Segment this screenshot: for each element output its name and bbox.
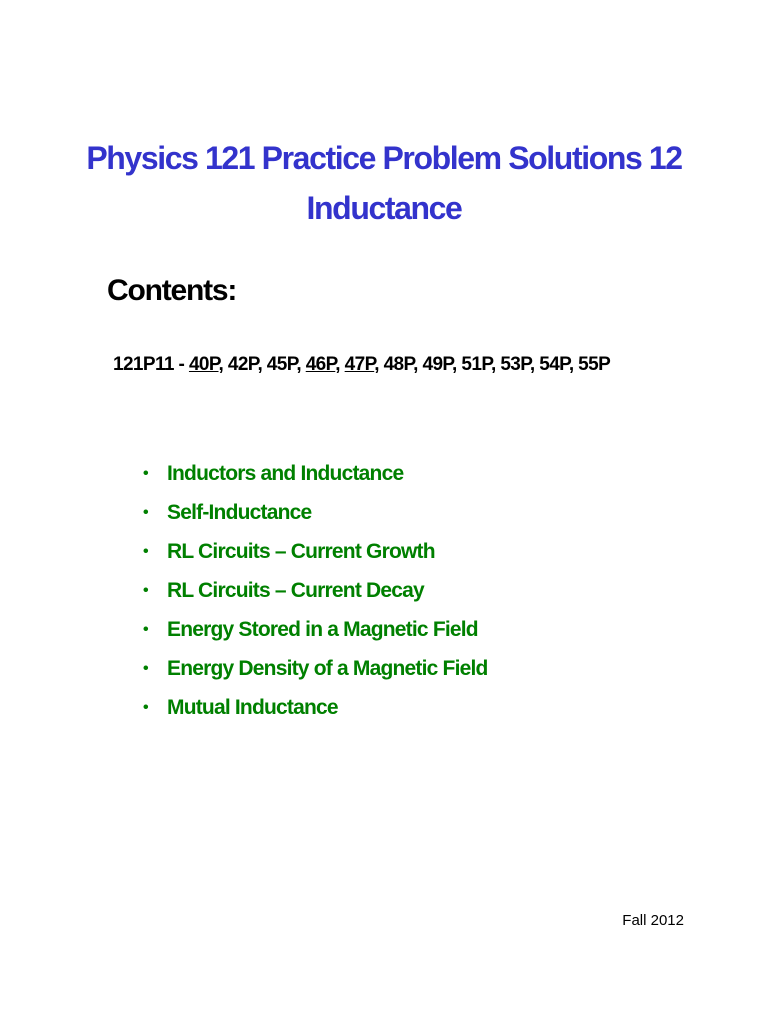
problem-list-prefix: 121P11 - (113, 354, 189, 375)
contents-heading: Contents: (107, 274, 237, 307)
topic-item (140, 536, 488, 575)
topic-item (140, 692, 488, 731)
bullet-icon: • (143, 699, 148, 716)
problem-link-46p[interactable]: 46P (305, 354, 336, 375)
problem-separator: , (413, 354, 423, 375)
bullet-icon: • (143, 465, 148, 482)
topic-label: RL Circuits – Current Decay (167, 579, 424, 602)
problem-separator: , (529, 354, 540, 375)
problem-separator: , (490, 354, 501, 375)
topic-item (140, 497, 488, 536)
document-title: Physics 121 Practice Problem Solutions 12 (86, 140, 682, 176)
problem-item-53p: 53P (500, 354, 530, 375)
topic-label: RL Circuits – Current Growth (167, 540, 435, 563)
topic-label: Self-Inductance (167, 501, 312, 524)
topic-item (140, 458, 488, 497)
problem-separator: , (568, 354, 579, 375)
problem-list (113, 352, 610, 378)
topic-label: Mutual Inductance (167, 696, 338, 719)
problem-separator: , (335, 354, 345, 375)
problem-separator: , (257, 354, 267, 375)
bullet-icon: • (143, 504, 148, 521)
problem-items (189, 354, 610, 375)
bullet-icon: • (143, 621, 148, 638)
problem-link-47p[interactable]: 47P (344, 354, 375, 375)
topic-item (140, 614, 488, 653)
document-subtitle: Inductance (306, 190, 462, 226)
topic-item (140, 653, 488, 692)
problem-separator: , (452, 354, 462, 375)
problem-item-48p: 48P (383, 354, 414, 375)
problem-separator: , (218, 354, 228, 375)
topic-label: Energy Stored in a Magnetic Field (167, 618, 478, 641)
bullet-icon: • (143, 582, 148, 599)
problem-item-49p: 49P (422, 354, 453, 375)
topic-list (140, 458, 488, 731)
footer-date: Fall 2012 (622, 912, 684, 929)
topic-label: Inductors and Inductance (167, 462, 404, 485)
problem-separator: , (374, 354, 384, 375)
problem-item-51p: 51P (461, 354, 491, 375)
bullet-icon: • (143, 543, 148, 560)
problem-item-45p: 45P (266, 354, 297, 375)
problem-item-42p: 42P (227, 354, 258, 375)
problem-item-55p: 55P (578, 354, 611, 375)
problem-link-40p[interactable]: 40P (188, 354, 219, 375)
problem-item-54p: 54P (539, 354, 569, 375)
topic-label: Energy Density of a Magnetic Field (167, 657, 488, 680)
bullet-icon: • (143, 660, 148, 677)
topic-item (140, 575, 488, 614)
problem-separator: , (296, 354, 306, 375)
